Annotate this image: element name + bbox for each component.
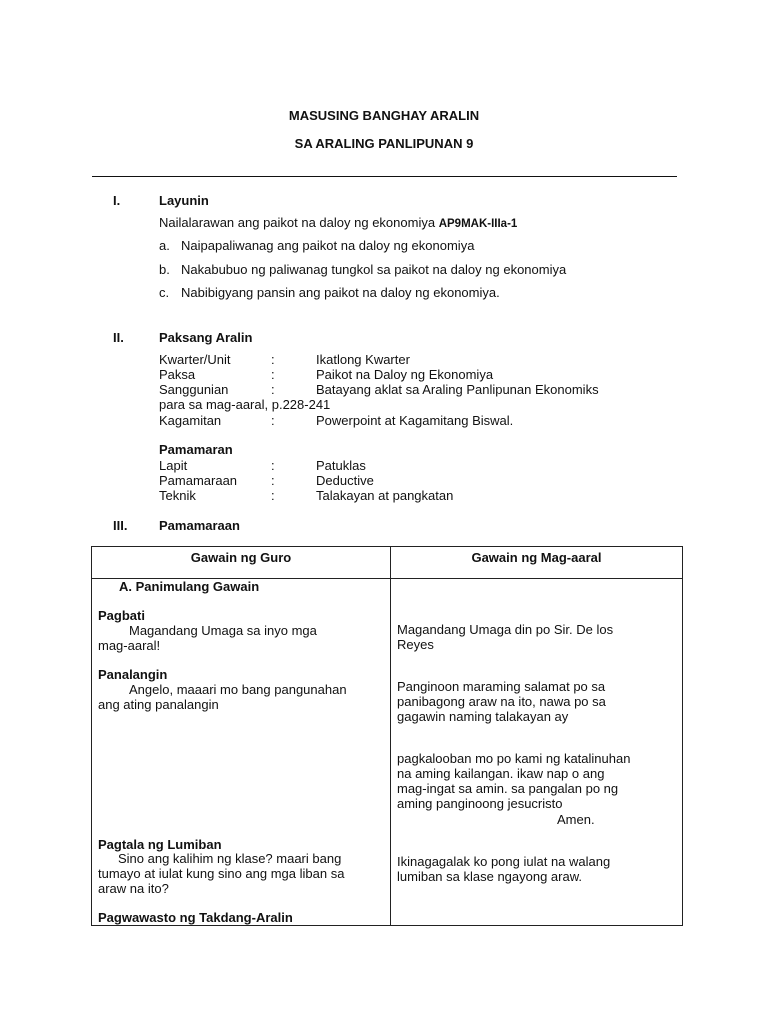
kagamitan-sep: : xyxy=(271,413,275,428)
prayer-amen: Amen. xyxy=(557,812,595,827)
prayer-line: pagkalooban mo po kami ng katalinuhan xyxy=(397,751,631,766)
lumiban-response-line: lumiban sa klase ngayong araw. xyxy=(397,869,583,884)
prayer-line: Panginoon maraming salamat po sa xyxy=(397,679,606,694)
lumiban-guro-line: Sino ang kalihim ng klase? maari bang xyxy=(118,851,342,866)
col-header-mag-aaral: Gawain ng Mag-aaral xyxy=(471,550,602,565)
section-3-number: III. xyxy=(113,518,128,533)
prayer-line: na aming kailangan. ikaw nap o ang xyxy=(397,766,605,781)
pamamaran-heading: Pamamaran xyxy=(159,442,233,457)
layunin-intro-text: Nailalarawan ang paikot na daloy ng ekonomiya xyxy=(159,215,436,230)
paksa-sep: : xyxy=(271,367,275,382)
pagbati-guro-line: Magandang Umaga sa inyo mga xyxy=(129,623,317,638)
lapit-value: Patuklas xyxy=(316,458,366,473)
pagbati-heading: Pagbati xyxy=(98,608,145,623)
document-subtitle: SA ARALING PANLIPUNAN 9 xyxy=(294,136,474,151)
panalangin-guro-line: Angelo, maaari mo bang pangunahan xyxy=(129,682,347,697)
sub-heading-panimulang-gawain: A. Panimulang Gawain xyxy=(119,579,260,594)
teknik-label: Teknik xyxy=(159,488,196,503)
activity-table xyxy=(91,546,683,926)
layunin-item-a xyxy=(159,238,474,253)
paksa-label: Paksa xyxy=(159,367,196,382)
lumiban-heading: Pagtala ng Lumiban xyxy=(98,837,222,852)
kwarter-label: Kwarter/Unit xyxy=(159,352,231,367)
column-divider xyxy=(390,547,391,925)
section-2-number: II. xyxy=(113,330,124,345)
prayer-line: gagawin naming talakayan ay xyxy=(397,709,569,724)
kagamitan-label: Kagamitan xyxy=(159,413,222,428)
lumiban-guro-line: tumayo at iulat kung sino ang mga liban sa xyxy=(98,866,345,881)
layunin-item-text: Nakabubuo ng paliwanag tungkol sa paikot na daloy ng ekonomiya xyxy=(181,262,567,277)
section-1-number: I. xyxy=(113,193,121,208)
prayer-line: panibagong araw na ito, nawa po sa xyxy=(397,694,606,709)
section-2-heading: Paksang Aralin xyxy=(159,330,253,345)
sanggunian-continued: para sa mag-aaral, p.228-241 xyxy=(159,397,331,412)
layunin-item-letter: a. xyxy=(159,238,170,253)
pagbati-response-line: Magandang Umaga din po Sir. De los xyxy=(397,622,614,637)
sanggunian-label: Sanggunian xyxy=(159,382,229,397)
layunin-item-letter: c. xyxy=(159,285,170,300)
lumiban-response-line: Ikinagagalak ko pong iulat na walang xyxy=(397,854,611,869)
panalangin-heading: Panalangin xyxy=(98,667,168,682)
takdang-aralin-heading: Pagwawasto ng Takdang-Aralin xyxy=(98,910,293,925)
pagbati-response-line: Reyes xyxy=(397,637,434,652)
layunin-item-c xyxy=(159,285,500,300)
kwarter-value: Ikatlong Kwarter xyxy=(316,352,410,367)
teknik-sep: : xyxy=(271,488,275,503)
layunin-item-text: Naipapaliwanag ang paikot na daloy ng ekonomiya xyxy=(181,238,475,253)
pamamaraan-sep: : xyxy=(271,473,275,488)
section-3-heading: Pamamaraan xyxy=(159,518,240,533)
layunin-item-b xyxy=(159,262,566,277)
title-divider xyxy=(92,176,677,177)
layunin-item-text: Nabibigyang pansin ang paikot na daloy ng ekonomiya. xyxy=(181,285,500,300)
panalangin-guro-line: ang ating panalangin xyxy=(98,697,219,712)
document-title: MASUSING BANGHAY ARALIN xyxy=(288,108,480,123)
lapit-sep: : xyxy=(271,458,275,473)
pamamaraan-value: Deductive xyxy=(316,473,374,488)
prayer-line: mag-ingat sa amin. sa pangalan po ng xyxy=(397,781,619,796)
layunin-item-letter: b. xyxy=(159,262,170,277)
teknik-value: Talakayan at pangkatan xyxy=(316,488,454,503)
pagbati-guro-line: mag-aaral! xyxy=(98,638,161,653)
prayer-line: aming panginoong jesucristo xyxy=(397,796,563,811)
section-1-heading: Layunin xyxy=(159,193,209,208)
sanggunian-value: Batayang aklat sa Araling Panlipunan Ekonomiks xyxy=(316,382,599,397)
competency-code: AP9MAK-IIIa-1 xyxy=(438,218,518,230)
kwarter-sep: : xyxy=(271,352,275,367)
pamamaraan-label: Pamamaraan xyxy=(159,473,238,488)
paksa-value: Paikot na Daloy ng Ekonomiya xyxy=(316,367,494,382)
lapit-label: Lapit xyxy=(159,458,188,473)
lumiban-guro-line: araw na ito? xyxy=(98,881,169,896)
col-header-guro: Gawain ng Guro xyxy=(190,550,292,565)
kagamitan-value: Powerpoint at Kagamitang Biswal. xyxy=(316,413,514,428)
sanggunian-sep: : xyxy=(271,382,275,397)
layunin-intro xyxy=(159,215,517,232)
